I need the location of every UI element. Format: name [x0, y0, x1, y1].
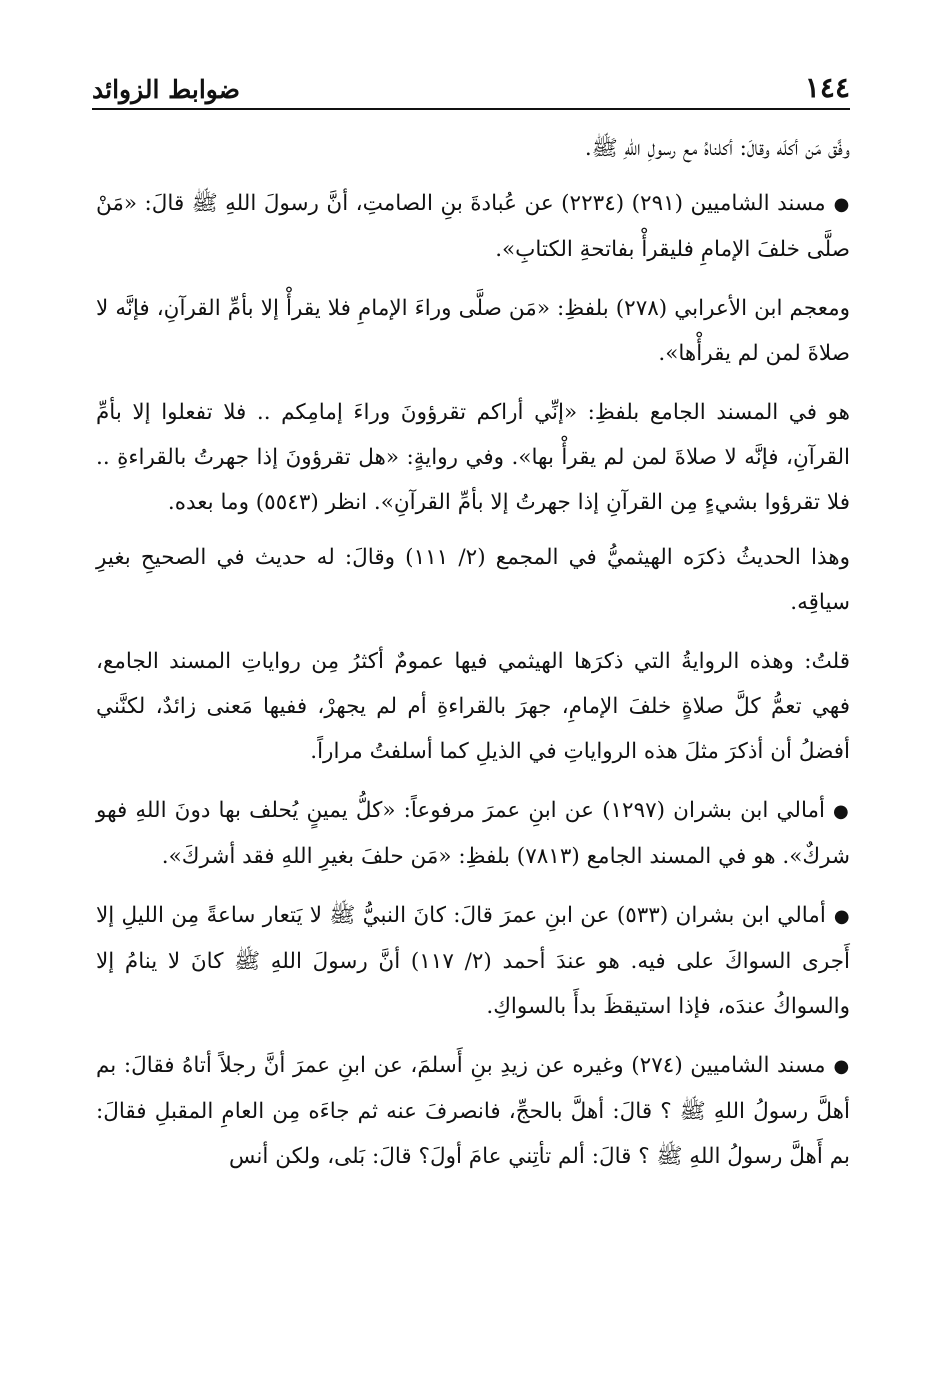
paragraph-text: هو في المسند الجامع بلفظِ: «إنِّي أراكم تقرؤونَ وراءَ إمامِكم .. فلا تفعلوا إلا بأمِّ القرآنِ، فإنَّه لا صلاةَ لمن لم يقرأْ بها». وفي روايةٍ: «هل تقرؤونَ إذا جهرتُ بالقراءةِ .. فلا تقرؤوا بشيءٍ مِن القرآنِ إذا جهرتُ إلا بأمِّ القرآنِ». انظر (٥٥٤٣) وما بعده.	[96, 400, 850, 515]
page-body	[96, 126, 850, 1193]
bullet-icon: ●	[833, 194, 850, 215]
page-number: ١٤٤	[804, 71, 850, 104]
paragraph	[96, 639, 850, 774]
paragraph-text: مسند الشاميين (٢٩١) (٢٢٣٤) عن عُبادةَ بنِ الصامتِ، أنَّ رسولَ اللهِ ﷺ قالَ: «مَنْ صلَّى خلفَ الإمامِ فليقرأْ بفاتحةِ الكتابِ».	[96, 191, 850, 262]
running-title: ضوابط الزوائد	[92, 75, 240, 104]
paragraph	[96, 893, 850, 1029]
page-header	[92, 64, 850, 110]
paragraph	[96, 788, 850, 879]
paragraph-text: وفَّق مَن أكلَه وقالَ: أكلناهُ مع رسولِ اللهِ ﷺ.	[584, 136, 850, 161]
paragraph	[96, 1043, 850, 1179]
paragraph-text: ومعجم ابن الأعرابي (٢٧٨) بلفظِ: «مَن صلَّى وراءَ الإمامِ فلا يقرأْ إلا بأمِّ القرآنِ، فإنَّه لا صلاةَ لمن لم يقرأْها».	[96, 296, 850, 366]
bullet-icon: ●	[833, 1056, 850, 1077]
paragraph-text: أمالي ابن بشران (١٢٩٧) عن ابنِ عمرَ مرفوعاً: «كلُّ يمينٍ يُحلف بها دونَ اللهِ فهو شركٌ». هو في المسند الجامع (٧٨١٣) بلفظِ: «مَن حلفَ بغيرِ اللهِ فقد أشركَ».	[96, 798, 850, 869]
paragraph-text: وهذا الحديثُ ذكرَه الهيثميُّ في المجمع (٢/ ١١١) وقالَ: له حديث في الصحيحِ بغيرِ سياقِه.	[96, 545, 850, 615]
paragraph-text: قلتُ: وهذه الروايةُ التي ذكرَها الهيثمي فيها عمومٌ أكثرُ مِن رواياتِ المسند الجامع، فهي تعمُّ كلَّ صلاةٍ خلفَ الإمامِ، جهرَ بالقراءةِ أم لم يجهرْ، ففيها مَعنى زائدٌ، لكنَّني أفضلُ أن أذكرَ مثلَ هذه الرواياتِ في الذيلِ كما أسلفتُ مراراً.	[96, 649, 850, 764]
paragraph-text: أمالي ابن بشران (٥٣٣) عن ابنِ عمرَ قالَ: كانَ النبيُّ ﷺ لا يَتعار ساعةً مِن الليلِ إلا أَجرى السواكَ على فيه. هو عندَ أحمد (٢/ ١١٧) أنَّ رسولَ اللهِ ﷺ كانَ لا ينامُ إلا والسواكُ عندَه، فإذا استيقظَ بدأَ بالسواكِ.	[96, 903, 850, 1019]
bullet-icon: ●	[833, 801, 850, 822]
paragraph-text: مسند الشاميين (٢٧٤) وغيره عن زيدِ بنِ أَسلمَ، عن ابنِ عمرَ أنَّ رجلاً أتاهُ فقالَ: بم أهلَّ رسولُ اللهِ ﷺ ؟ قالَ: أهلَّ بالحجِّ، فانصرفَ عنه ثم جاءَه مِن العامِ المقبلِ فقالَ: بم أَهلَّ رسولُ اللهِ ﷺ ؟ قالَ: ألم تأتِني عامَ أولَ؟ قالَ: بَلى، ولكن أنس	[96, 1053, 850, 1169]
paragraph	[96, 535, 850, 625]
paragraph	[96, 126, 850, 171]
paragraph	[96, 390, 850, 525]
bullet-icon: ●	[833, 906, 850, 927]
paragraph	[96, 181, 850, 272]
paragraph	[96, 286, 850, 376]
